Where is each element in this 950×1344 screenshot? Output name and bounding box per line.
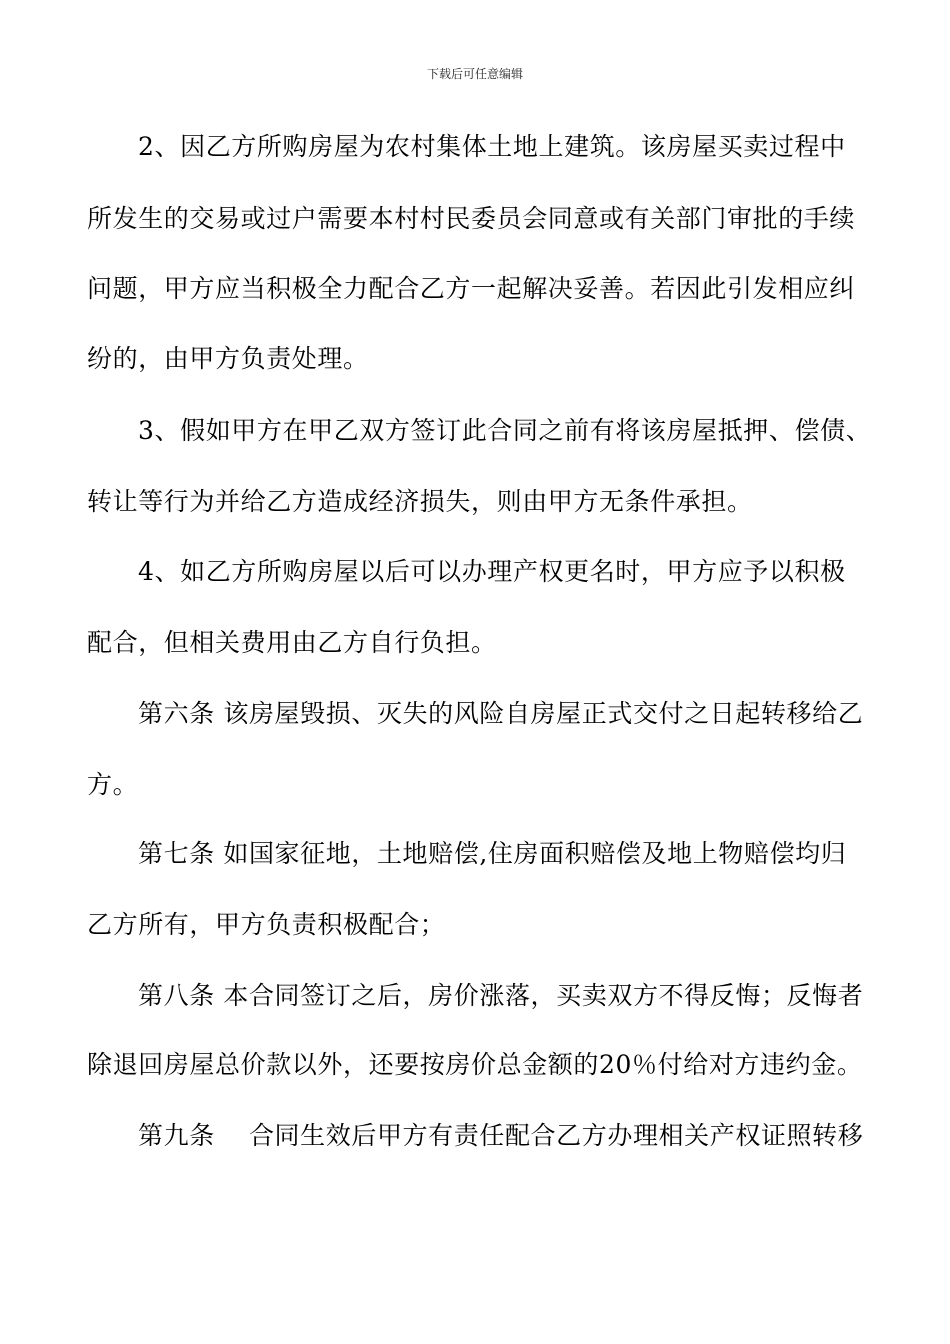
- paragraph-line: 问题，甲方应当积极全力配合乙方一起解决妥善。若因此引发相应纠: [87, 274, 856, 303]
- article-six-line: 第六条 该房屋毁损、灭失的风险自房屋正式交付之日起转移给乙: [138, 699, 864, 728]
- paragraph-line: 转让等行为并给乙方造成经济损失，则由甲方无条件承担。: [87, 487, 753, 516]
- page-header: 下载后可任意编辑: [426, 67, 523, 81]
- paragraph-line: 2、因乙方所购房屋为农村集体土地上建筑。该房屋买卖过程中: [138, 132, 846, 161]
- article-nine-line: 第九条 合同生效后甲方有责任配合乙方办理相关产权证照转移: [138, 1121, 864, 1150]
- paragraph-line: 除退回房屋总价款以外，还要按房价总金额的20％付给对方违约金。: [87, 1050, 863, 1079]
- paragraph-line: 4、如乙方所购房屋以后可以办理产权更名时，甲方应予以积极: [138, 557, 846, 586]
- paragraph-line: 方。: [87, 770, 139, 799]
- paragraph-line: 配合，但相关费用由乙方自行负担。: [87, 628, 497, 657]
- paragraph-line: 3、假如甲方在甲乙双方签订此合同之前有将该房屋抵押、偿债、: [138, 416, 872, 445]
- paragraph-line: 纷的，由甲方负责处理。: [87, 344, 369, 373]
- article-eight-line: 第八条 本合同签订之后，房价涨落，买卖双方不得反悔；反悔者: [138, 981, 864, 1010]
- article-seven-line: 第七条 如国家征地，土地赔偿,住房面积赔偿及地上物赔偿均归: [138, 839, 847, 868]
- paragraph-line: 乙方所有，甲方负责积极配合；: [87, 910, 446, 939]
- paragraph-line: 所发生的交易或过户需要本村村民委员会同意或有关部门审批的手续: [87, 204, 856, 233]
